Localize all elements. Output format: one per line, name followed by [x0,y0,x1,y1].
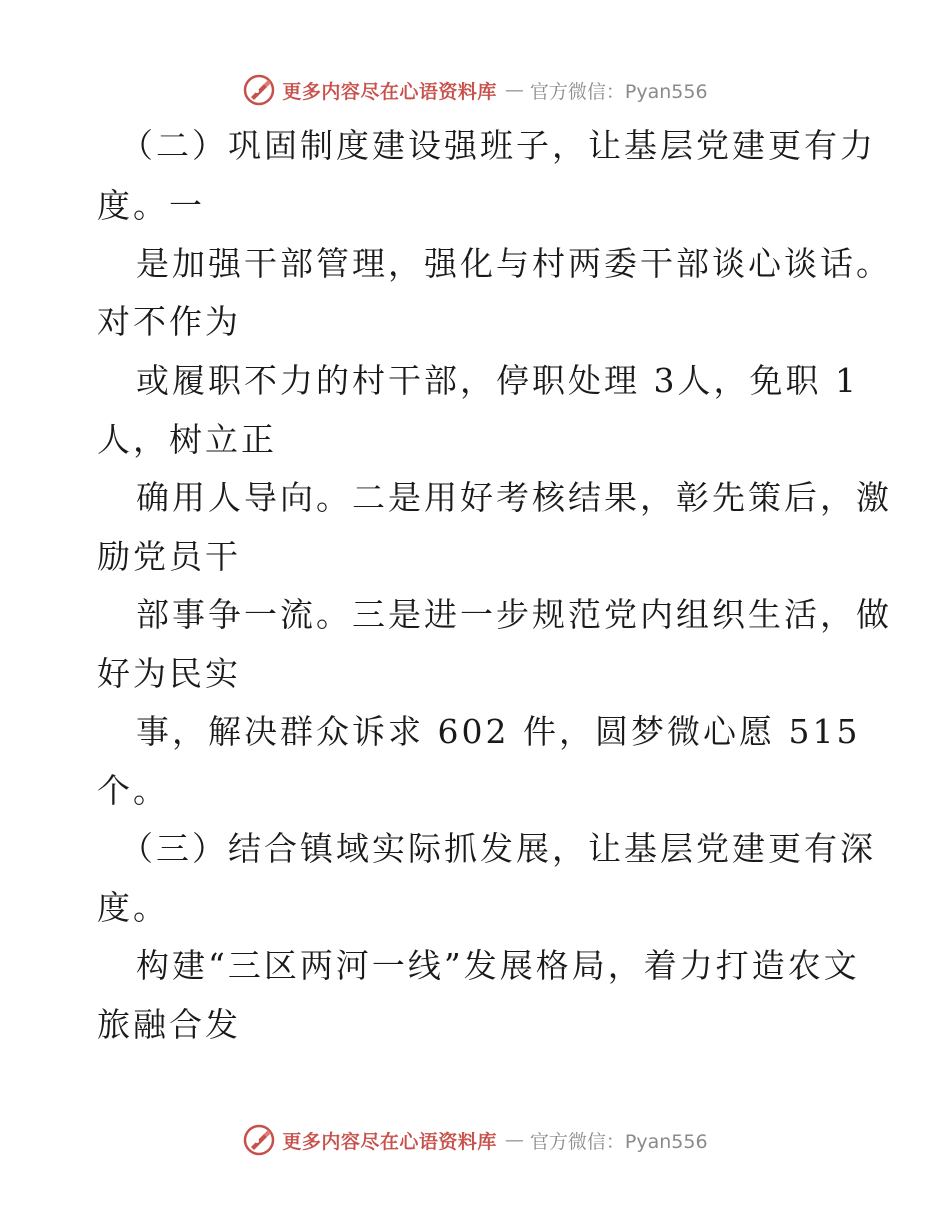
banner-separator: — [504,79,524,101]
text-line-12: 个。 [97,771,169,810]
banner-separator: — [504,1129,524,1151]
text-line-1: （二）巩固制度建设强班子，让基层党建更有力 [120,126,876,165]
text-line-16: 旅融合发 [97,1005,241,1044]
text-line-3: 是加强干部管理，强化与村两委干部谈心谈话。 [136,244,892,283]
text-line-6: 人，树立正 [97,420,277,459]
text-line-9: 部事争一流。三是进一步规范党内组织生活，做 [136,595,892,634]
watermark-banner [242,1123,707,1157]
page-footer [0,1120,950,1160]
text-line-2: 度。一 [97,186,205,225]
text-line-7: 确用人导向。二是用好考核结果，彰先策后，激 [136,478,892,517]
text-line-4: 对不作为 [97,302,241,341]
banner-wechat: 官方微信：Pyan556 [529,80,708,103]
pen-logo-icon [242,73,276,107]
page-header [0,70,950,110]
text-line-14: 度。 [97,888,169,927]
banner-wechat: 官方微信：Pyan556 [529,1130,708,1153]
text-line-10: 好为民实 [97,654,241,693]
text-line-13: （三）结合镇域实际抓发展，让基层党建更有深 [120,829,876,868]
text-line-15: 构建“三区两河一线”发展格局，着力打造农文 [136,946,860,985]
text-line-8: 励党员干 [97,537,241,576]
text-line-11: 事，解决群众诉求 602 件，圆梦微心愿 515 [136,712,861,751]
pen-logo-icon [242,1123,276,1157]
watermark-banner [242,73,707,107]
banner-title: 更多内容尽在心语资料库 [282,1130,497,1153]
text-line-5: 或履职不力的村干部，停职处理 3人，免职 1 [136,361,859,400]
banner-title: 更多内容尽在心语资料库 [282,80,497,103]
